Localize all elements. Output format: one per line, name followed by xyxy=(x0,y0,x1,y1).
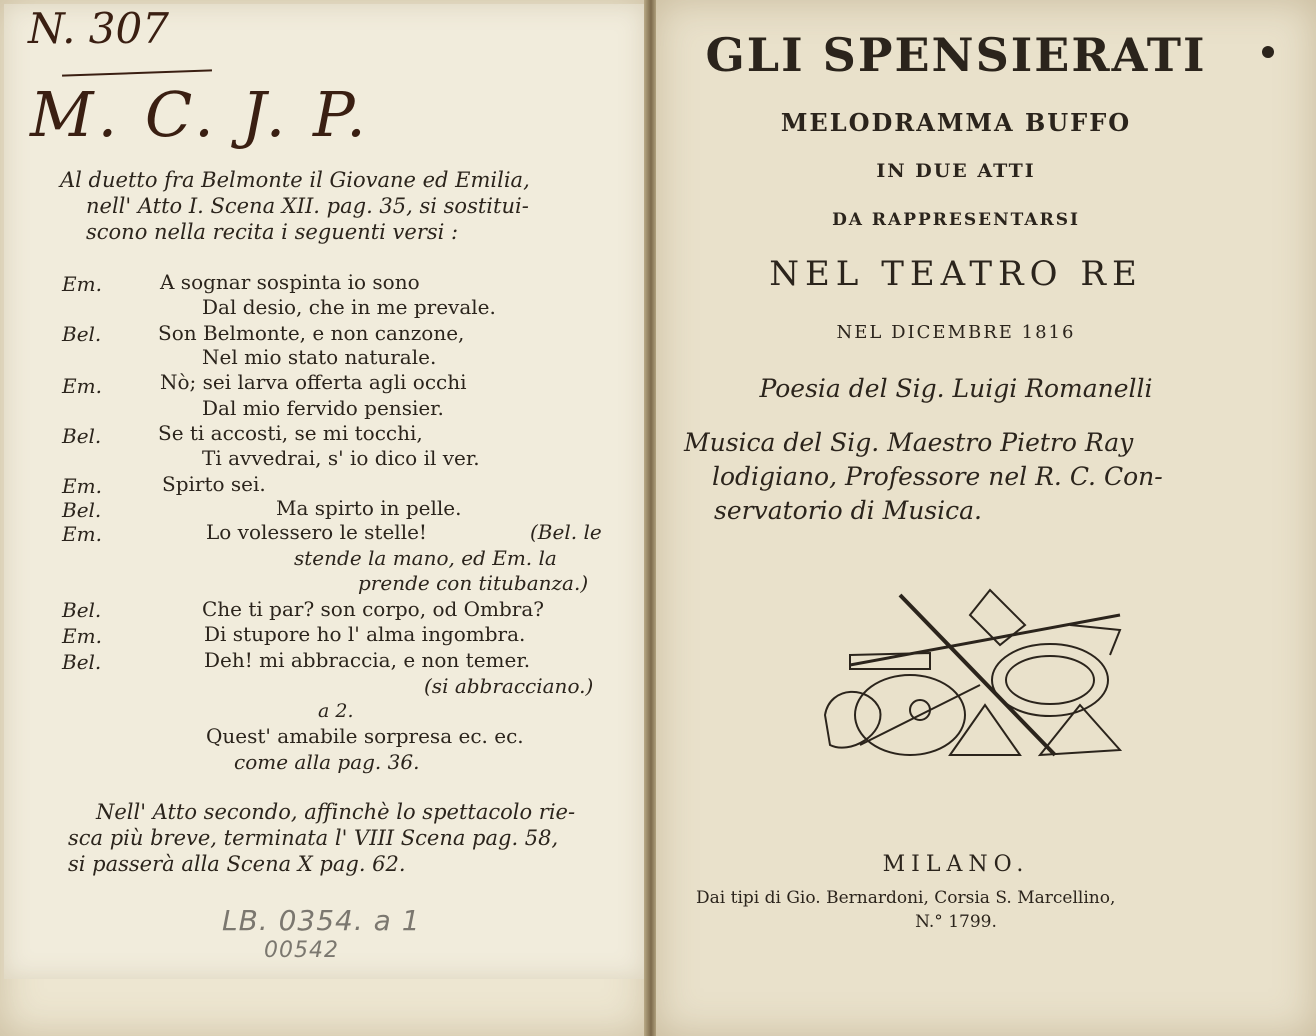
verse-line: Nò; sei larva offerta agli occhi xyxy=(160,370,467,394)
theatre-line: NEL TEATRO RE xyxy=(769,254,1143,294)
closing-reference: come alla pag. 36. xyxy=(234,750,420,774)
handwritten-shelf-number: N. 307 xyxy=(28,4,169,53)
stage-direction: (si abbracciano.) xyxy=(424,674,594,698)
verse-line: Di stupore ho l' alma ingombra. xyxy=(204,622,526,646)
duet-marker: a 2. xyxy=(318,700,354,722)
speaker-label: Em. xyxy=(62,374,102,398)
music-credit-line-3: servatorio di Musica. xyxy=(714,496,982,525)
speaker-label: Em. xyxy=(62,522,102,546)
verse-line: Dal mio fervido pensier. xyxy=(202,396,444,420)
speaker-label: Bel. xyxy=(62,498,102,522)
speaker-label: Bel. xyxy=(62,650,102,674)
verse-line: Ti avvedrai, s' io dico il ver. xyxy=(202,446,480,470)
speaker-label: Em. xyxy=(62,624,102,648)
verse-line: Son Belmonte, e non canzone, xyxy=(158,321,465,345)
note-line-1: Nell' Atto secondo, affinchè lo spettacolo rie- xyxy=(96,800,576,824)
verse-line: Nel mio stato naturale. xyxy=(202,345,437,369)
intro-line-2: nell' Atto I. Scena XII. pag. 35, si sostitui- xyxy=(86,194,529,218)
stage-direction: (Bel. le xyxy=(530,520,602,544)
musical-instruments-vignette xyxy=(820,585,1130,765)
pencil-inventory-number: 00542 xyxy=(264,938,339,963)
stage-direction: prende con titubanza.) xyxy=(358,571,589,595)
music-credit-line-1: Musica del Sig. Maestro Pietro Ray xyxy=(684,428,1134,457)
handwritten-initials: M. C. J. P. xyxy=(30,78,370,151)
verse-line: Spirto sei. xyxy=(162,472,266,496)
speaker-label: Bel. xyxy=(62,424,102,448)
verse-line: Dal desio, che in me prevale. xyxy=(202,295,496,319)
music-credit-line-2: lodigiano, Professore nel R. C. Con- xyxy=(712,462,1163,491)
stage-direction: stende la mano, ed Em. la xyxy=(294,546,557,570)
speaker-label: Em. xyxy=(62,474,102,498)
intro-line-3: scono nella recita i seguenti versi : xyxy=(86,220,459,244)
city-imprint: MILANO. xyxy=(882,852,1030,877)
acts-line: IN DUE ATTI xyxy=(876,160,1036,182)
note-line-3: si passerà alla Scena X pag. 62. xyxy=(68,852,406,876)
pencil-shelfmark: LB. 0354. a 1 xyxy=(222,904,421,937)
verse-line: Che ti par? son corpo, od Ombra? xyxy=(202,597,545,621)
intro-line-1: Al duetto fra Belmonte il Giovane ed Emilia, xyxy=(60,168,530,192)
verse-line: Ma spirto in pelle. xyxy=(276,496,462,520)
verse-line: Se ti accosti, se mi tocchi, xyxy=(158,421,423,445)
poetry-credit: Poesia del Sig. Luigi Romanelli xyxy=(759,374,1153,403)
speaker-label: Em. xyxy=(62,272,102,296)
closing-verse: Quest' amabile sorpresa ec. ec. xyxy=(206,724,524,748)
note-line-2: sca più breve, terminata l' VIII Scena pag. 58, xyxy=(68,826,559,850)
title-ornament-dot xyxy=(1262,46,1274,58)
verse-line: Lo volessero le stelle! xyxy=(206,520,427,544)
performance-line: DA RAPPRESENTARSI xyxy=(832,210,1080,230)
opera-title: GLI SPENSIERATI xyxy=(705,28,1207,82)
verse-line: Deh! mi abbraccia, e non temer. xyxy=(204,648,531,672)
printer-imprint: Dai tipi di Gio. Bernardoni, Corsia S. Marcellino, xyxy=(696,888,1116,908)
speaker-label: Bel. xyxy=(62,322,102,346)
speaker-label: Bel. xyxy=(62,598,102,622)
opera-subtitle: MELODRAMMA BUFFO xyxy=(780,108,1132,137)
verse-line: A sognar sospinta io sono xyxy=(160,270,420,294)
printer-number: N.° 1799. xyxy=(915,912,997,932)
date-line: NEL DICEMBRE 1816 xyxy=(836,322,1076,343)
